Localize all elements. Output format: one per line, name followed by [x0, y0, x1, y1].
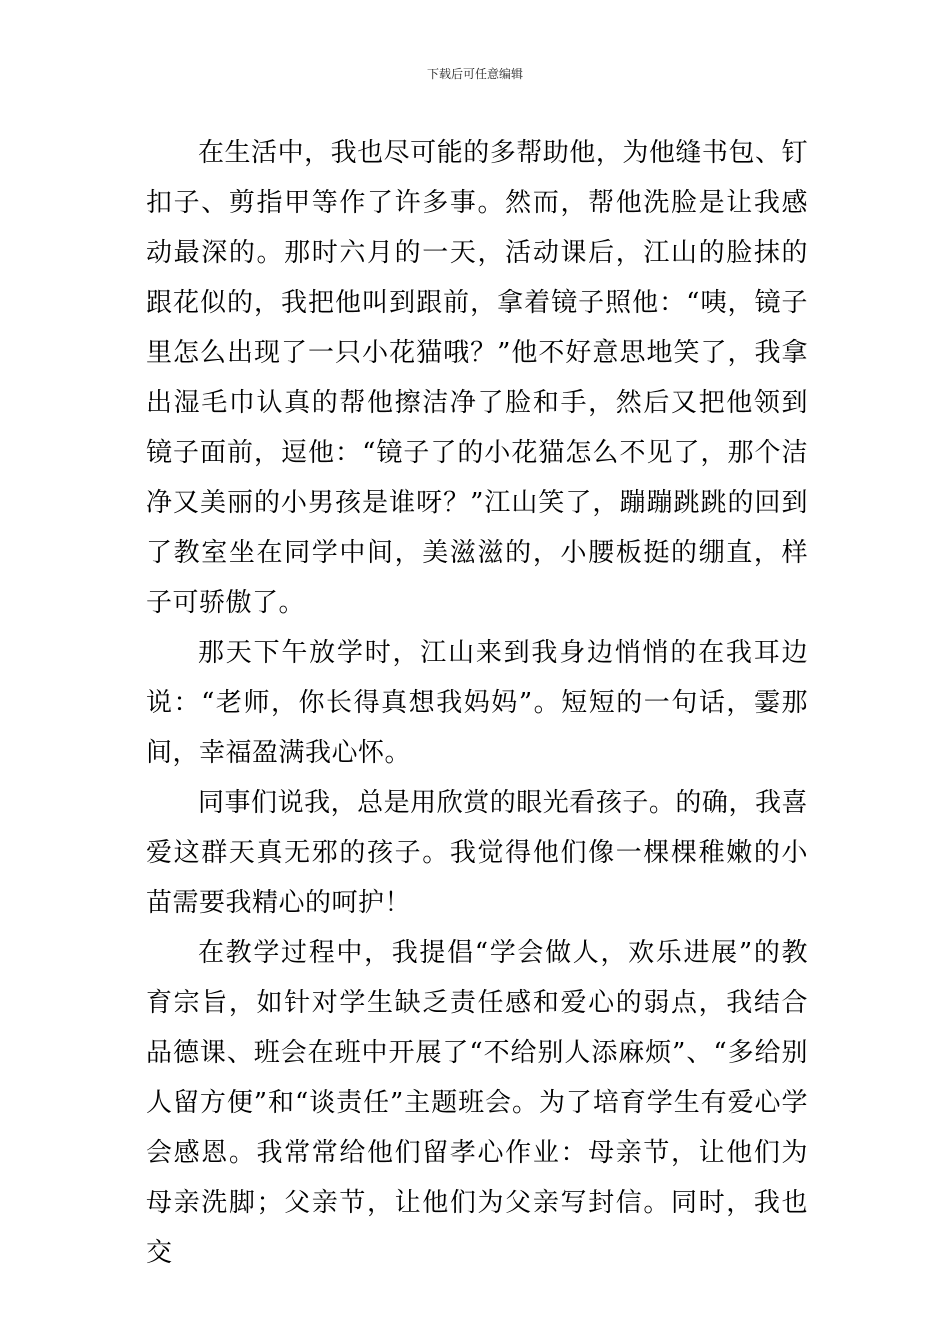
body-text: [146, 128, 808, 1278]
paragraph-4: 在教学过程中，我提倡“学会做人，欢乐进展”的教育宗旨，如针对学生缺乏责任感和爱心的弱点，我结合品德课、班会在班中开展了“不给别人添麻烦”、“多给别人留方便”和“谈责任”主题班会。为了培育学生有爱心学会感恩。我常常给他们留孝心作业：母亲节，让他们为母亲洗脚；父亲节，让他们为父亲写封信。同时，我也交: [146, 938, 808, 1268]
paragraph-3: 同事们说我，总是用欣赏的眼光看孩子。的确，我喜爱这群天真无邪的孩子。我觉得他们像一棵棵稚嫩的小苗需要我精心的呵护！: [146, 788, 808, 918]
page-header: 下载后可任意编辑: [426, 67, 523, 81]
paragraph-2: 那天下午放学时，江山来到我身边悄悄的在我耳边说：“老师，你长得真想我妈妈”。短短的一句话，霎那间，幸福盈满我心怀。: [146, 638, 808, 768]
paragraph-1: 在生活中，我也尽可能的多帮助他，为他缝书包、钉扣子、剪指甲等作了许多事。然而，帮他洗脸是让我感动最深的。那时六月的一天，活动课后，江山的脸抹的跟花似的，我把他叫到跟前，拿着镜子照他：“咦，镜子里怎么出现了一只小花猫哦？”他不好意思地笑了，我拿出湿毛巾认真的帮他擦洁净了脸和手，然后又把他领到镜子面前，逗他：“镜子了的小花猫怎么不见了，那个洁净又美丽的小男孩是谁呀？”江山笑了，蹦蹦跳跳的回到了教室坐在同学中间，美滋滋的，小腰板挺的绷直，样子可骄傲了。: [146, 138, 808, 618]
